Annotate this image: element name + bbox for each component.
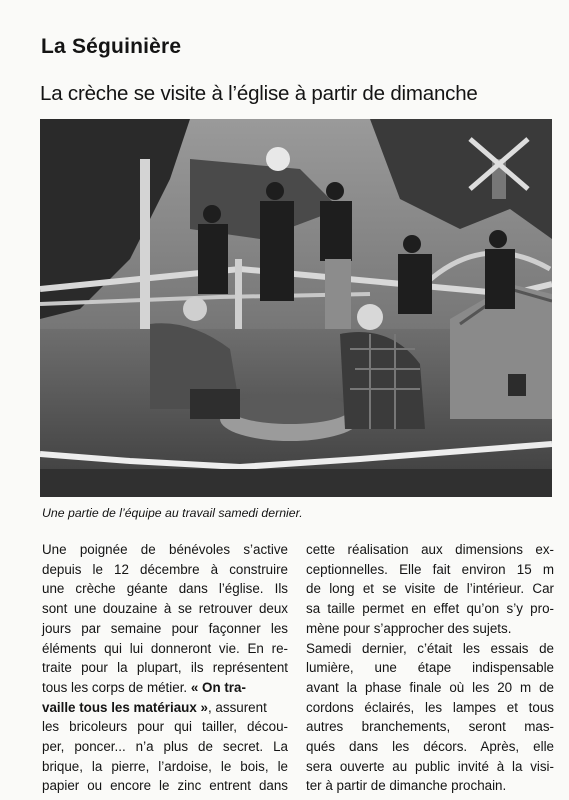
body-line: traite pour la plupart, ils représentent (42, 660, 288, 676)
body-line: Samedi dernier, c’était les essais de (306, 640, 554, 656)
pull-quote: vaille tous les matériaux » (42, 699, 208, 715)
article-body-left-column (42, 540, 288, 796)
body-line: une crèche géante dans l’église. Ils (42, 581, 288, 597)
photo-caption: Une partie de l’équipe au travail samedi dernier. (42, 506, 303, 520)
body-line: ter à partir de dimanche prochain. (306, 778, 507, 794)
body-line (42, 678, 288, 698)
body-line: mène pour s’approcher des sujets. (306, 620, 512, 636)
pull-quote: « On tra- (190, 679, 246, 695)
body-text: tous les corps de métier. (42, 679, 191, 695)
body-line: avant la phase finale où les 20 m de (306, 679, 554, 695)
body-line: depuis le 12 décembre à construire (42, 561, 288, 577)
body-line: les bricoleurs pour qui tailler, décou- (42, 719, 288, 735)
body-line: papier ou encore le zinc entrent dans (42, 778, 288, 794)
body-line: brique, la pierre, l’ardoise, le bois, le (42, 758, 288, 774)
locality-heading: La Séguinière (41, 35, 182, 58)
body-line: sa taille permet en effet qu’on s’y pro- (306, 601, 554, 617)
body-line: per, poncer... n’a plus de secret. La (42, 739, 288, 755)
body-line: jours par semaine pour façonner les (42, 620, 288, 636)
body-line: de long et se visite de l’intérieur. Car (306, 581, 554, 597)
body-text: , assurent (207, 699, 267, 715)
body-line: éléments qui lui donneront vie. En re- (42, 640, 288, 656)
body-line (42, 698, 288, 718)
body-line: sont une douzaine à se retrouver deux (42, 601, 288, 617)
body-line: ceptionnelles. Elle fait environ 15 m (306, 561, 554, 577)
body-line: sera ouverte au public invité à la visi- (306, 758, 554, 774)
article-body-right-column (306, 540, 554, 796)
body-line: qués dans les décors. Après, elle (306, 739, 554, 755)
article-headline: La crèche se visite à l’église à partir de dimanche (40, 82, 478, 105)
article-photo (40, 119, 552, 497)
body-line: cette réalisation aux dimensions ex- (306, 542, 554, 557)
body-line: Une poignée de bénévoles s’active (42, 542, 288, 557)
body-line: cordons éclairés, les lampes et tous (306, 699, 554, 715)
body-line: lumière, une étape indispensable (306, 660, 554, 676)
body-line: autres branchements, seront mas- (306, 719, 554, 735)
